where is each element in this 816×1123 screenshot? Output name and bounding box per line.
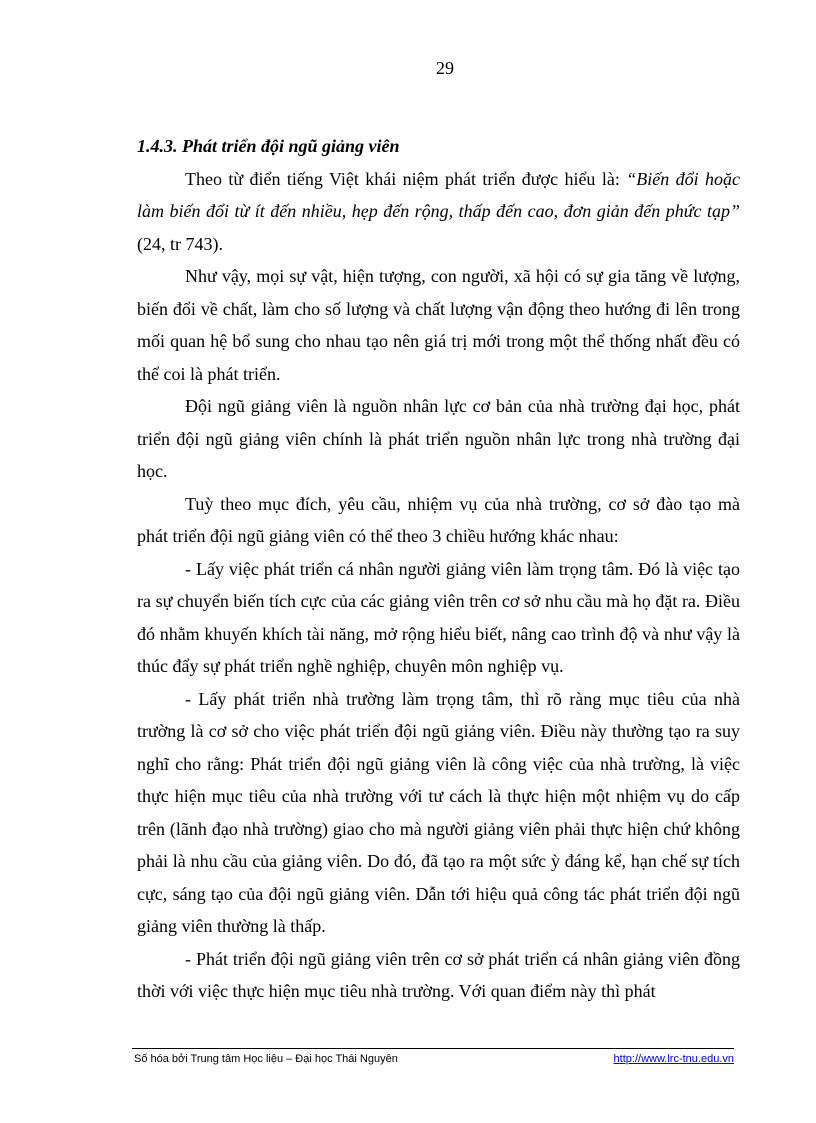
section-heading: 1.4.3. Phát triển đội ngũ giảng viên: [137, 136, 400, 156]
paragraph-direction-individual: - Lấy việc phát triển cá nhân người giảng viên làm trọng tâm. Đó là việc tạo ra sự chuyển biến tích cực của các giảng viên trên cơ sở nhu cầu mà họ đặt ra. Điều đó nhằm khuyến khích tài năng, mở rộng hiểu biết, nâng cao trình độ và như vậy là thúc đẩy sự phát triển nghề nghiệp, chuyên môn nghiệp vụ.: [137, 558, 740, 676]
paragraph-direction-combined: - Phát triển đội ngũ giảng viên trên cơ sở phát triển cá nhân giảng viên đồng thời với việc thực hiện mục tiêu nhà trường. Với quan điểm này thì phát: [137, 948, 740, 1001]
paragraph-definition-intro: Theo từ điển tiếng Việt khái niệm phát triển được hiểu là:: [185, 168, 627, 189]
footer-divider: [132, 1048, 734, 1049]
paragraph-definition: [137, 163, 740, 261]
paragraph-direction-institution: - Lấy phát triển nhà trường làm trọng tâm, thì rõ ràng mục tiêu của nhà trường là cơ sở cho việc phát triển đội ngũ giảng viên. Điều này thường tạo ra suy nghĩ cho rằng: Phát triển đội ngũ giảng viên là công việc của nhà trường, là việc thực hiện mục tiêu của nhà trường với tư cách là thực hiện một nhiệm vụ do cấp trên (lãnh đạo nhà trường) giao cho mà người giảng viên phải thực hiện chứ không phải là nhu cầu của giảng viên. Do đó, đã tạo ra một sức ỳ đáng kể, hạn chế sự tích cực, sáng tạo của đội ngũ giảng viên. Dẫn tới hiệu quả công tác phát triển đội ngũ giảng viên thường là thấp.: [137, 688, 740, 936]
page-number: 29: [436, 58, 454, 78]
paragraph-three-directions: Tuỳ theo mục đích, yêu cầu, nhiệm vụ của nhà trường, cơ sở đào tạo mà phát triển đội ngũ giảng viên có thể theo 3 chiều hướng khác nhau:: [137, 493, 740, 546]
footer-credit: Số hóa bởi Trung tâm Học liệu – Đại học Thái Nguyên: [134, 1053, 398, 1065]
definition-quote: “Biến đổi hoặc làm biến đổi từ ít đến nhiều, hẹp đến rộng, thấp đến cao, đơn giản đến phức tạp”: [137, 168, 740, 221]
paragraph-development-meaning: Như vậy, mọi sự vật, hiện tượng, con người, xã hội có sự gia tăng về lượng, biến đổi về chất, làm cho số lượng và chất lượng vận động theo hướng đi lên trong mối quan hệ bổ sung cho nhau tạo nên giá trị mới trong một thể thống nhất đều có thể coi là phát triển.: [137, 266, 740, 384]
document-body: [137, 130, 740, 1008]
footer-link[interactable]: http://www.lrc-tnu.edu.vn: [613, 1053, 734, 1065]
paragraph-faculty-resource: Đội ngũ giảng viên là nguồn nhân lực cơ bản của nhà trường đại học, phát triển đội ngũ giảng viên chính là phát triển nguồn nhân lực trong nhà trường đại học.: [137, 396, 740, 481]
citation: (24, tr 743).: [137, 233, 223, 254]
